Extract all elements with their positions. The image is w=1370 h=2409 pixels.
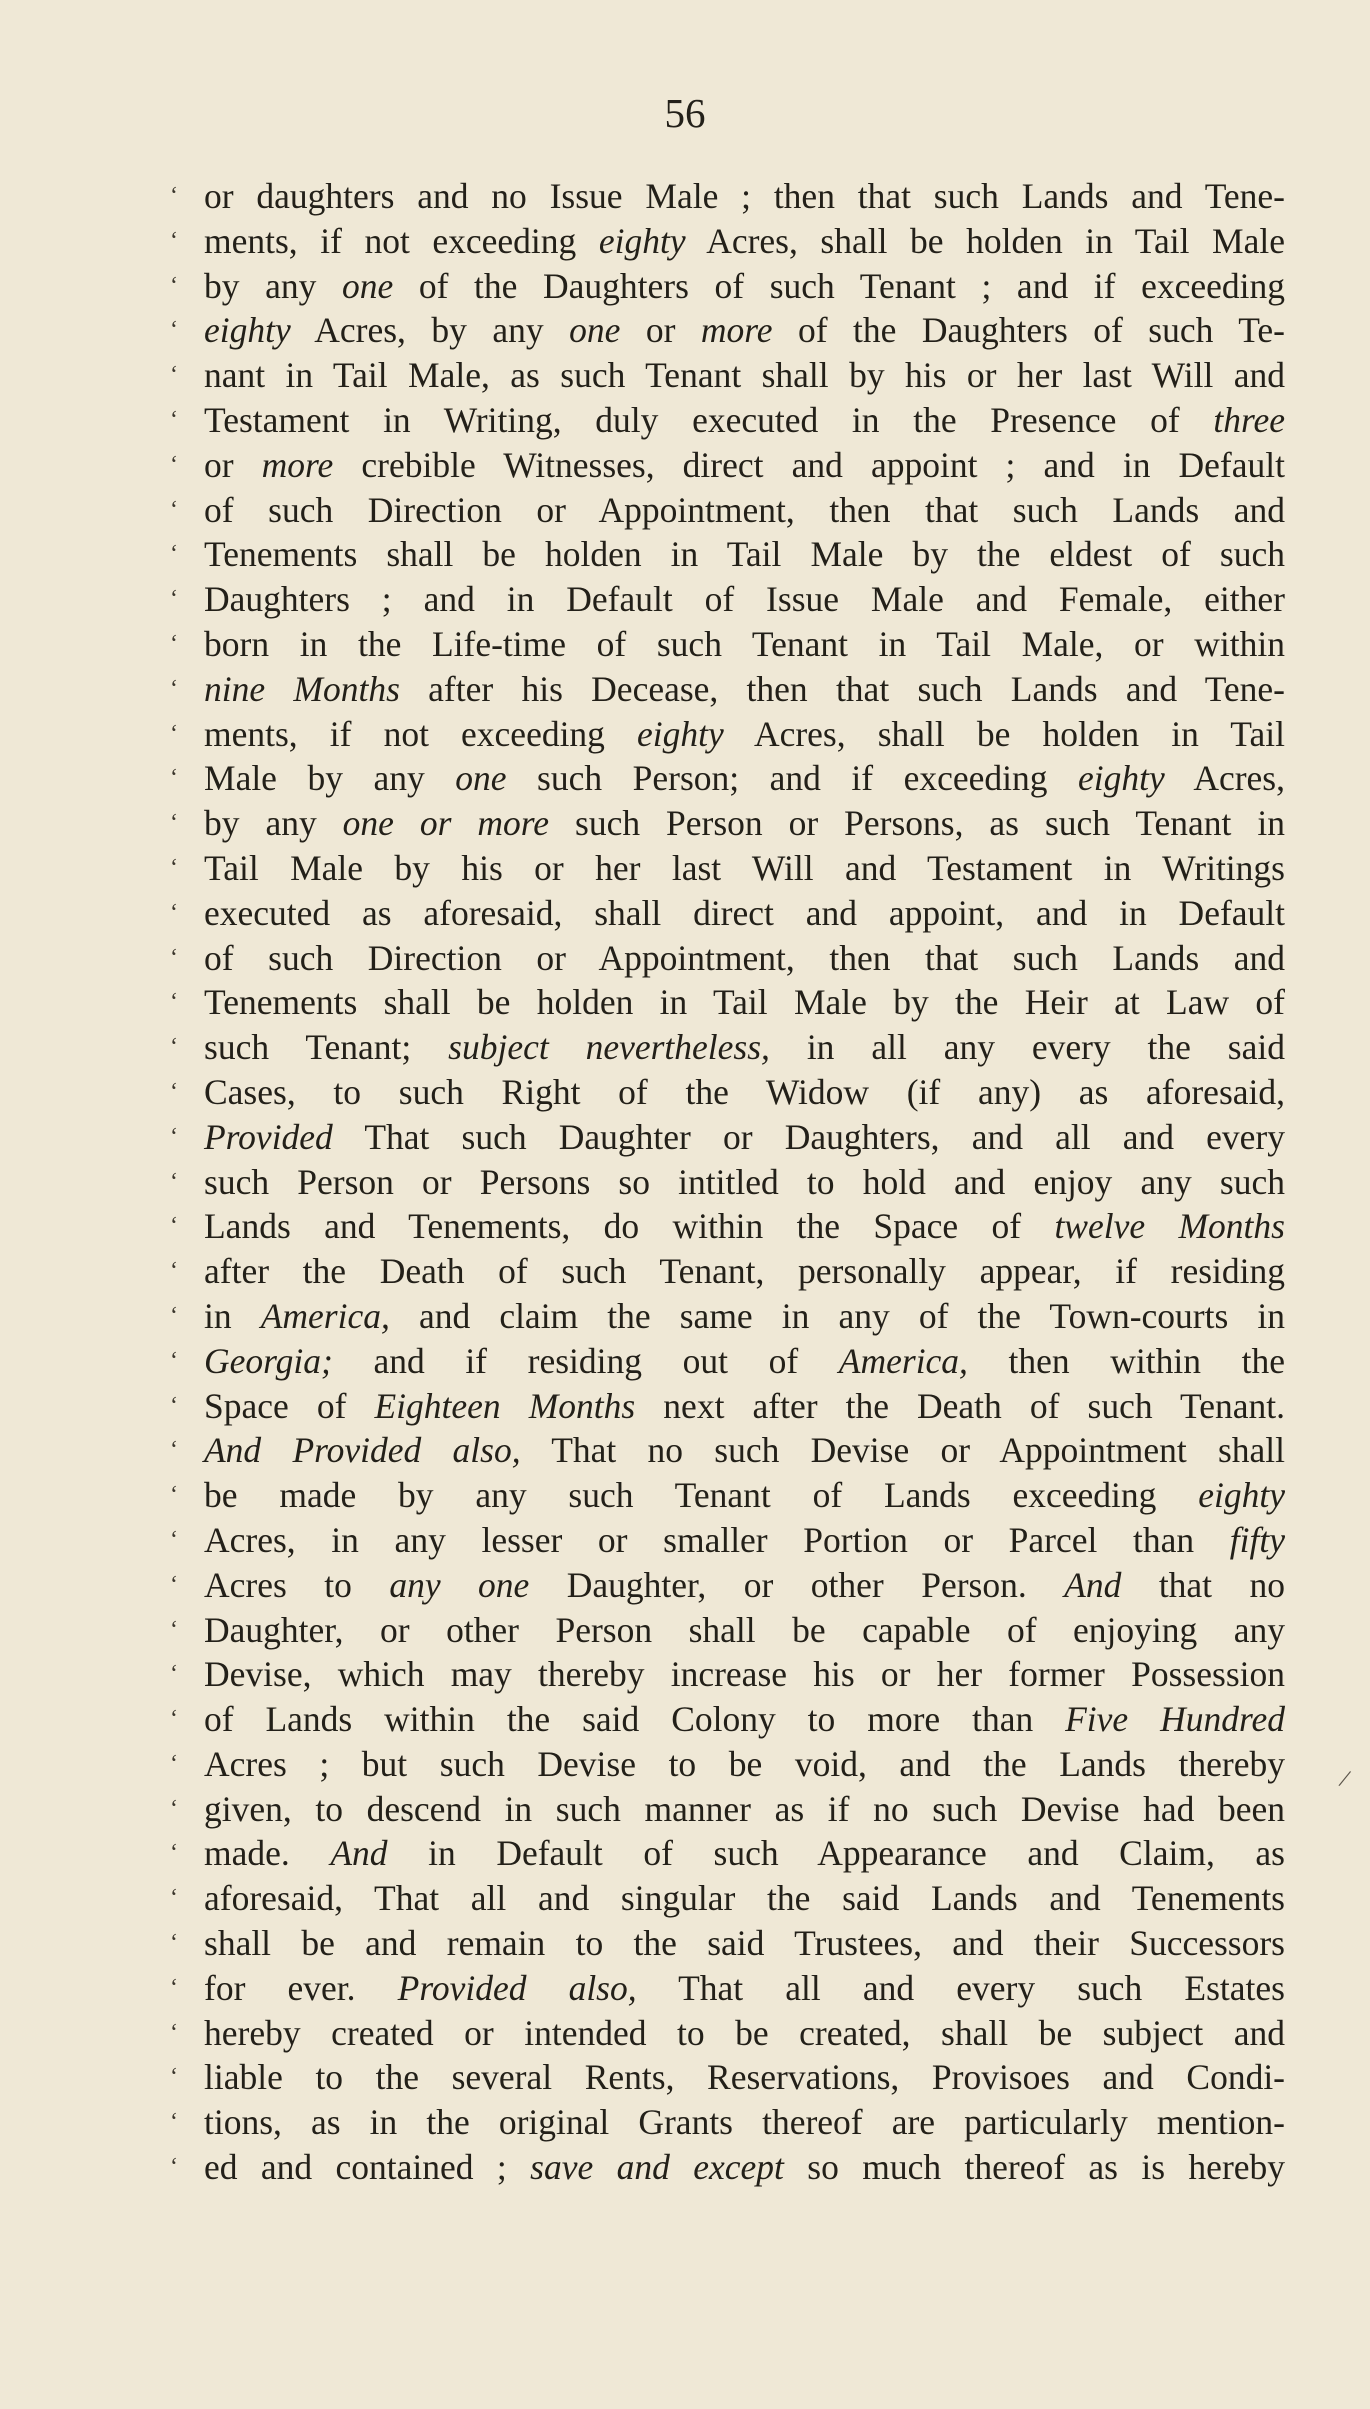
- text-segment: Tenements shall be holden in Tail Male by the eldest of such: [204, 534, 1285, 575]
- running-quote-mark: ‘: [170, 1392, 178, 1419]
- text-segment: given, to descend in such manner as if no such Devise had been: [204, 1788, 1285, 1829]
- text-segment: then within the: [967, 1340, 1286, 1381]
- line-content: [204, 980, 1285, 1025]
- italic-text: one: [569, 310, 621, 351]
- text-segment: Daughters ; and in Default of Issue Male and Female, either: [204, 579, 1285, 620]
- running-quote-mark: ‘: [170, 854, 178, 881]
- text-line: [170, 1428, 1285, 1473]
- running-quote-mark: ‘: [170, 2154, 178, 2181]
- text-line: [170, 1652, 1285, 1697]
- running-quote-mark: ‘: [170, 944, 178, 971]
- line-content: [204, 1966, 1285, 2011]
- text-segment: of the Daughters of such Tenant ; and if exceeding: [393, 265, 1285, 306]
- line-content: [204, 308, 1285, 353]
- text-line: [170, 1697, 1285, 1742]
- running-quote-mark: ‘: [170, 1661, 178, 1688]
- running-quote-mark: ‘: [170, 1885, 178, 1912]
- text-segment: such Person or Persons so intitled to hold and enjoy any such: [204, 1161, 1285, 1202]
- running-quote-mark: ‘: [170, 1974, 178, 2001]
- text-line: [170, 1787, 1285, 1832]
- text-line: [170, 1204, 1285, 1249]
- line-content: [204, 443, 1285, 488]
- line-content: [204, 398, 1285, 443]
- text-segment: That no such Devise or Appointment shall: [520, 1430, 1285, 1471]
- running-quote-mark: ‘: [170, 2064, 178, 2091]
- text-line: [170, 1563, 1285, 1608]
- text-line: [170, 2055, 1285, 2100]
- text-line: [170, 2145, 1285, 2190]
- line-content: [204, 846, 1285, 891]
- text-segment: hereby created or intended to be created, shall be subject and: [204, 2012, 1285, 2053]
- text-segment: ed and contained ;: [204, 2147, 531, 2188]
- italic-text: Georgia;: [204, 1340, 333, 1381]
- text-segment: or daughters and no Issue Male ; then that such Lands and Tene-: [204, 176, 1285, 216]
- italic-text: eighty: [1078, 758, 1165, 799]
- text-segment: next after the Death of such Tenant.: [635, 1385, 1285, 1426]
- line-content: [204, 488, 1285, 533]
- text-line: [170, 756, 1285, 801]
- text-segment: Tenements shall be holden in Tail Male by the Heir at Law of: [204, 982, 1285, 1023]
- text-line: [170, 1742, 1285, 1787]
- line-content: [204, 801, 1285, 846]
- text-line: [170, 1249, 1285, 1294]
- running-quote-mark: ‘: [170, 2019, 178, 2046]
- running-quote-mark: ‘: [170, 586, 178, 613]
- line-content: [204, 1831, 1285, 1876]
- line-content: [204, 891, 1285, 936]
- line-content: [204, 1249, 1285, 1294]
- text-line: [170, 1831, 1285, 1876]
- text-line: [170, 1025, 1285, 1070]
- running-quote-mark: ‘: [170, 1616, 178, 1643]
- italic-text: Provided: [204, 1116, 333, 1157]
- text-line: [170, 308, 1285, 353]
- italic-text: eighty: [1198, 1475, 1285, 1516]
- italic-text: any one: [389, 1564, 530, 1605]
- text-segment: liable to the several Rents, Reservations, Provisoes and Condi-: [204, 2057, 1285, 2098]
- text-line: [170, 1473, 1285, 1518]
- text-line: [170, 443, 1285, 488]
- italic-text: And Provided also,: [204, 1430, 521, 1471]
- line-content: [204, 1025, 1285, 1070]
- text-line: [170, 398, 1285, 443]
- line-content: [204, 1294, 1285, 1339]
- italic-text: eighty: [598, 220, 686, 261]
- text-line: [170, 1294, 1285, 1339]
- text-segment: ments, if not exceeding: [204, 220, 599, 261]
- text-segment: and claim the same in any of the Town-courts in: [389, 1295, 1285, 1336]
- text-line: [170, 1608, 1285, 1653]
- text-segment: Space of: [204, 1385, 375, 1426]
- text-segment: That such Daughter or Daughters, and all and every: [332, 1116, 1285, 1157]
- text-segment: aforesaid, That all and singular the said Lands and Tenements: [204, 1878, 1285, 1919]
- text-line: [170, 1070, 1285, 1115]
- text-segment: Acres, shall be holden in Tail Male: [685, 220, 1285, 261]
- italic-text: twelve Months: [1054, 1206, 1285, 1247]
- text-segment: such Person; and if exceeding: [506, 758, 1079, 799]
- text-segment: Acres, shall be holden in Tail: [723, 713, 1285, 754]
- italic-text: more: [261, 444, 334, 485]
- text-line: [170, 532, 1285, 577]
- line-content: [204, 622, 1285, 667]
- italic-text: America,: [260, 1295, 390, 1336]
- text-segment: so much thereof as is hereby: [783, 2147, 1286, 2188]
- line-content: [204, 1473, 1285, 1518]
- text-segment: of the Daughters of such Te-: [772, 310, 1285, 351]
- line-content: [204, 1160, 1285, 1205]
- text-line: [170, 1384, 1285, 1429]
- line-content: [204, 1518, 1285, 1563]
- text-line: [170, 219, 1285, 264]
- text-segment: executed as aforesaid, shall direct and appoint, and in Default: [204, 892, 1285, 933]
- text-line: [170, 264, 1285, 309]
- text-segment: Acres,: [1164, 758, 1285, 799]
- italic-text: subject nevertheless,: [448, 1027, 770, 1068]
- text-line: [170, 577, 1285, 622]
- text-segment: crebible Witnesses, direct and appoint ; and in Default: [333, 444, 1285, 485]
- text-segment: Acres, by any: [290, 310, 570, 351]
- text-segment: in Default of such Appearance and Claim, as: [387, 1833, 1285, 1874]
- text-segment: born in the Life-time of such Tenant in Tail Male, or within: [204, 623, 1285, 664]
- running-quote-mark: ‘: [170, 1034, 178, 1061]
- italic-text: fifty: [1229, 1519, 1285, 1560]
- running-quote-mark: ‘: [170, 1078, 178, 1105]
- line-content: [204, 1204, 1285, 1249]
- text-line: [170, 712, 1285, 757]
- text-line: [170, 622, 1285, 667]
- text-segment: such Person or Persons, as such Tenant in: [549, 803, 1285, 844]
- text-segment: of such Direction or Appointment, then that such Lands and: [204, 489, 1285, 530]
- text-segment: in: [204, 1295, 261, 1336]
- text-segment: Tail Male by his or her last Will and Testament in Writings: [204, 847, 1285, 888]
- running-quote-mark: ‘: [170, 362, 178, 389]
- body-text: [170, 174, 1285, 2190]
- line-content: [204, 577, 1285, 622]
- running-quote-mark: ‘: [170, 272, 178, 299]
- text-segment: shall be and remain to the said Trustees, and their Successors: [204, 1923, 1285, 1964]
- running-quote-mark: ‘: [170, 1302, 178, 1329]
- text-segment: nant in Tail Male, as such Tenant shall by his or her last Will and: [204, 355, 1285, 396]
- text-line: [170, 980, 1285, 1025]
- text-segment: Devise, which may thereby increase his or her former Possession: [204, 1654, 1285, 1695]
- text-segment: Daughter, or other Person shall be capable of enjoying any: [204, 1609, 1285, 1650]
- running-quote-mark: ‘: [170, 183, 178, 209]
- line-content: [204, 2145, 1285, 2190]
- line-content: [204, 1070, 1285, 1115]
- text-line: [170, 936, 1285, 981]
- running-quote-mark: ‘: [170, 810, 178, 837]
- text-segment: Testament in Writing, duly executed in the Presence of: [204, 399, 1214, 440]
- running-quote-mark: ‘: [170, 720, 178, 747]
- text-segment: Daughter, or other Person.: [529, 1564, 1065, 1605]
- line-content: [204, 2055, 1285, 2100]
- line-content: [204, 264, 1285, 309]
- italic-text: Eighteen Months: [374, 1385, 636, 1426]
- text-segment: ments, if not exceeding: [204, 713, 638, 754]
- line-content: [204, 1697, 1285, 1742]
- running-quote-mark: ‘: [170, 1482, 178, 1509]
- line-content: [204, 1652, 1285, 1697]
- text-segment: Acres to: [204, 1564, 390, 1605]
- italic-text: America,: [838, 1340, 968, 1381]
- running-quote-mark: ‘: [170, 1840, 178, 1867]
- text-line: [170, 1921, 1285, 1966]
- text-segment: or: [204, 444, 262, 485]
- running-quote-mark: ‘: [170, 989, 178, 1016]
- text-segment: after his Decease, then that such Lands and Tene-: [399, 668, 1285, 709]
- running-quote-mark: ‘: [170, 451, 178, 478]
- running-quote-mark: ‘: [170, 765, 178, 792]
- line-content: [204, 936, 1285, 981]
- text-segment: of Lands within the said Colony to more than: [204, 1699, 1066, 1740]
- running-quote-mark: ‘: [170, 541, 178, 568]
- running-quote-mark: ‘: [170, 1123, 178, 1150]
- running-quote-mark: ‘: [170, 1930, 178, 1957]
- italic-text: save and except: [530, 2147, 784, 2188]
- text-segment: Acres ; but such Devise to be void, and the Lands thereby: [204, 1743, 1285, 1784]
- text-line: [170, 801, 1285, 846]
- line-content: [204, 1115, 1285, 1160]
- running-quote-mark: ‘: [170, 899, 178, 926]
- running-quote-mark: ‘: [170, 496, 178, 523]
- line-content: [204, 667, 1285, 712]
- running-quote-mark: ‘: [170, 1571, 178, 1598]
- running-quote-mark: ‘: [170, 406, 178, 433]
- running-quote-mark: ‘: [170, 1795, 178, 1822]
- text-segment: after the Death of such Tenant, personally appear, if residing: [204, 1251, 1285, 1292]
- running-quote-mark: ‘: [170, 1437, 178, 1464]
- text-line: [170, 1518, 1285, 1563]
- italic-text: one or more: [342, 803, 550, 844]
- italic-text: nine Months: [204, 668, 400, 709]
- italic-text: And: [330, 1833, 388, 1874]
- running-quote-mark: ‘: [170, 630, 178, 657]
- text-segment: Male by any: [204, 758, 456, 799]
- line-content: [204, 1428, 1285, 1473]
- running-quote-mark: ‘: [170, 227, 178, 254]
- line-content: [204, 1921, 1285, 1966]
- text-line: [170, 2100, 1285, 2145]
- text-line: [170, 1339, 1285, 1384]
- page-number: 56: [664, 90, 706, 136]
- text-line: [170, 488, 1285, 533]
- margin-mark: /: [1336, 1763, 1354, 1794]
- text-segment: made.: [204, 1833, 331, 1874]
- line-content: [204, 353, 1285, 398]
- text-segment: for ever.: [204, 1967, 398, 2008]
- line-content: [204, 1742, 1285, 1787]
- running-quote-mark: ‘: [170, 317, 178, 344]
- line-content: [204, 1608, 1285, 1653]
- line-content: [204, 219, 1285, 264]
- text-segment: by any: [204, 803, 343, 844]
- running-quote-mark: ‘: [170, 1706, 178, 1733]
- running-quote-mark: ‘: [170, 1258, 178, 1285]
- running-quote-mark: ‘: [170, 675, 178, 702]
- text-segment: Acres, in any lesser or smaller Portion or Parcel than: [204, 1519, 1230, 1560]
- line-content: [204, 1563, 1285, 1608]
- italic-text: more: [700, 310, 773, 351]
- italic-text: eighty: [204, 310, 291, 351]
- italic-text: Provided also,: [397, 1967, 637, 2008]
- running-quote-mark: ‘: [170, 1526, 178, 1553]
- line-content: [204, 1339, 1285, 1384]
- line-content: [204, 756, 1285, 801]
- italic-text: And: [1064, 1564, 1122, 1605]
- text-line: [170, 1115, 1285, 1160]
- text-line: [170, 667, 1285, 712]
- text-segment: by any: [204, 265, 342, 306]
- line-content: [204, 712, 1285, 757]
- italic-text: one: [341, 265, 394, 306]
- text-segment: in all any every the said: [769, 1027, 1285, 1068]
- text-segment: of such Direction or Appointment, then that such Lands and: [204, 937, 1285, 978]
- text-segment: tions, as in the original Grants thereof are particularly mention-: [204, 2102, 1285, 2143]
- line-content: [204, 532, 1285, 577]
- text-segment: That all and every such Estates: [636, 1967, 1285, 2008]
- text-line: [170, 353, 1285, 398]
- italic-text: Five Hundred: [1065, 1699, 1285, 1740]
- running-quote-mark: ‘: [170, 1213, 178, 1240]
- text-segment: such Tenant;: [204, 1027, 449, 1068]
- line-content: [204, 1384, 1285, 1429]
- italic-text: eighty: [637, 713, 724, 754]
- running-quote-mark: ‘: [170, 1750, 178, 1777]
- italic-text: one: [455, 758, 507, 799]
- line-content: [204, 2011, 1285, 2056]
- text-segment: and if residing out of: [332, 1340, 839, 1381]
- text-line: [170, 1160, 1285, 1205]
- text-segment: Cases, to such Right of the Widow (if any) as aforesaid,: [204, 1071, 1285, 1112]
- text-line: [170, 174, 1285, 219]
- text-segment: be made by any such Tenant of Lands exceeding: [204, 1475, 1199, 1516]
- running-quote-mark: ‘: [170, 2109, 178, 2136]
- text-line: [170, 2011, 1285, 2056]
- line-content: [204, 2100, 1285, 2145]
- running-quote-mark: ‘: [170, 1347, 178, 1374]
- text-segment: Lands and Tenements, do within the Space of: [204, 1206, 1055, 1247]
- line-content: [204, 1876, 1285, 1921]
- text-segment: that no: [1121, 1564, 1286, 1605]
- text-line: [170, 1966, 1285, 2011]
- italic-text: three: [1213, 399, 1285, 440]
- text-line: [170, 891, 1285, 936]
- running-quote-mark: ‘: [170, 1168, 178, 1195]
- text-line: [170, 1876, 1285, 1921]
- line-content: [204, 1787, 1285, 1832]
- text-segment: or: [620, 310, 701, 351]
- line-content: [204, 174, 1285, 219]
- text-line: [170, 846, 1285, 891]
